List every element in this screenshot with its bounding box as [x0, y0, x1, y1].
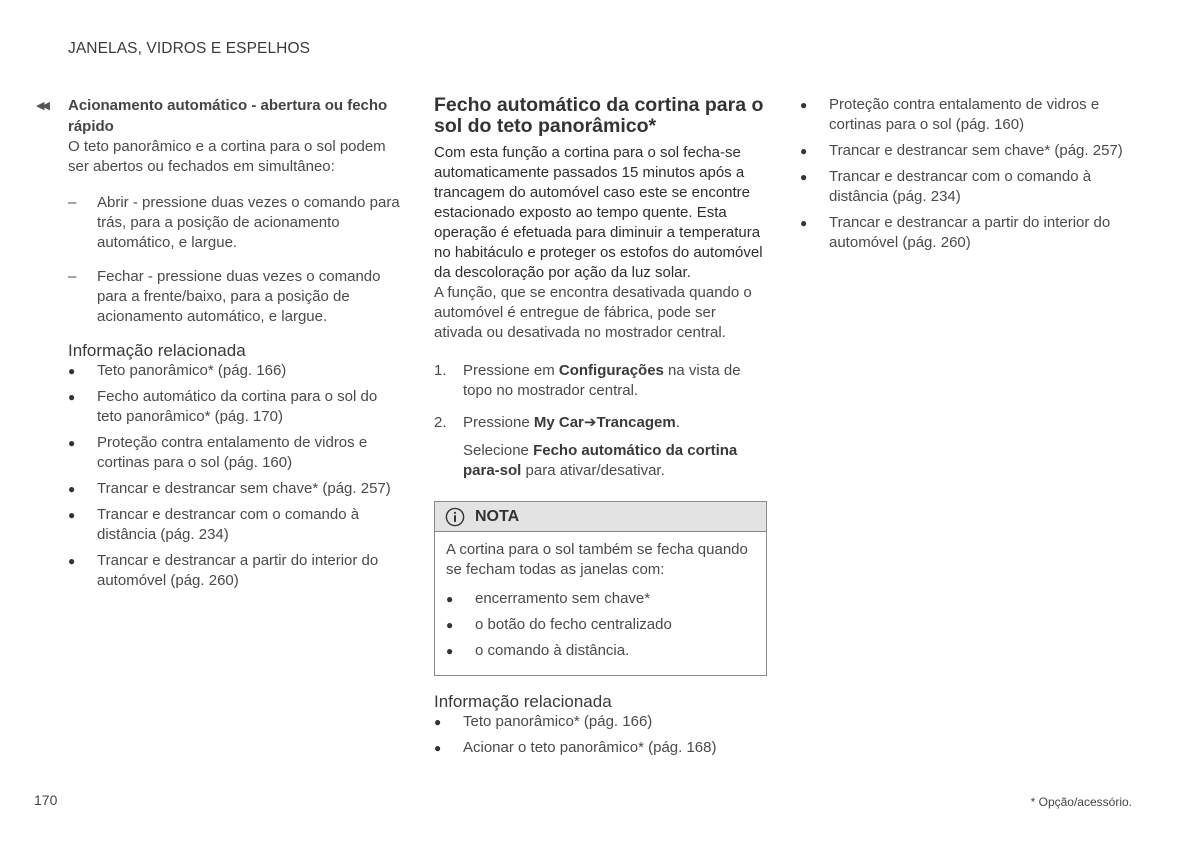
related-link-text: Trancar e destrancar sem chave* (pág. 257): [97, 480, 391, 497]
note-item-text: o comando à distância.: [475, 642, 630, 659]
related-link-text: Trancar e destrancar a partir do interior do automóvel (pág. 260): [829, 214, 1111, 251]
dash-item-text: Fechar - pressione duas vezes o comando para a frente/baixo, para a posição de acionamento automático, e largue.: [97, 268, 381, 325]
related-link[interactable]: [68, 387, 403, 427]
note-list-item: [446, 589, 755, 609]
step-text: na vista de topo no mostrador central.: [463, 362, 741, 399]
related-link[interactable]: [434, 712, 767, 732]
bullet-marker: ●: [446, 592, 454, 606]
page-header-title: JANELAS, VIDROS E ESPELHOS: [68, 40, 311, 57]
dash-marker: –: [68, 194, 77, 211]
note-title: NOTA: [475, 507, 520, 525]
related-link[interactable]: [68, 433, 403, 473]
step-text: .: [675, 414, 680, 431]
related-link[interactable]: [800, 213, 1135, 253]
column-right: [800, 95, 1135, 259]
bullet-marker: ●: [446, 618, 454, 632]
related-link[interactable]: [68, 505, 403, 545]
related-link[interactable]: [800, 167, 1135, 207]
bullet-marker: ●: [800, 216, 808, 230]
bullet-marker: ●: [68, 390, 76, 404]
related-link[interactable]: [434, 738, 767, 758]
menu-my-car: My Car: [533, 414, 584, 431]
related-link[interactable]: [800, 141, 1135, 161]
bullet-marker: ●: [800, 98, 808, 112]
bullet-marker: ●: [446, 644, 454, 658]
section-subheading: Acionamento automático - abertura ou fecho rápido: [68, 97, 388, 135]
bullet-marker: ●: [68, 364, 76, 378]
column-middle: [434, 95, 767, 764]
step-sub-paragraph: [463, 441, 767, 481]
note-body: [435, 532, 766, 675]
related-link-text: Proteção contra entalamento de vidros e cortinas para o sol (pág. 160): [829, 96, 1100, 133]
note-text: A cortina para o sol também se fecha quando se fecham todas as janelas com:: [446, 541, 748, 578]
related-list-continued: [800, 95, 1135, 253]
note-box: [434, 501, 767, 676]
note-item-text: o botão do fecho centralizado: [475, 616, 672, 633]
bullet-marker: ●: [68, 508, 76, 522]
step-item: [434, 361, 767, 401]
step-text: Pressione em: [463, 362, 559, 379]
steps-list: [434, 361, 767, 481]
related-link-text: Fecho automático da cortina para o sol do teto panorâmico* (pág. 170): [97, 388, 378, 425]
related-list: [68, 361, 403, 591]
related-link-text: Trancar e destrancar sem chave* (pág. 257): [829, 142, 1123, 159]
related-link[interactable]: [800, 95, 1135, 135]
bullet-marker: ●: [68, 554, 76, 568]
bullet-marker: ●: [434, 741, 442, 755]
step-text: para ativar/desativar.: [521, 462, 665, 479]
related-link[interactable]: [68, 479, 403, 499]
related-link[interactable]: [68, 551, 403, 591]
step-text: Selecione: [463, 442, 534, 459]
step-text: Pressione: [463, 414, 534, 431]
dash-list-item: [68, 267, 403, 327]
related-link-text: Trancar e destrancar com o comando à distância (pág. 234): [829, 168, 1092, 205]
step-number: 2.: [434, 414, 447, 431]
column-left: [68, 95, 403, 597]
note-list-item: [446, 641, 755, 661]
related-link-text: Proteção contra entalamento de vidros e cortinas para o sol (pág. 160): [97, 434, 368, 471]
related-link[interactable]: [68, 361, 403, 381]
related-link-text: Acionar o teto panorâmico* (pág. 168): [463, 739, 717, 756]
related-info-heading: Informação relacionada: [434, 692, 612, 711]
arrow-right-icon: ➔: [583, 414, 597, 431]
footnote-option-accessory: * Opção/acessório.: [1030, 795, 1132, 809]
related-link-text: Teto panorâmico* (pág. 166): [97, 362, 287, 379]
note-item-text: encerramento sem chave*: [475, 590, 651, 607]
dash-marker: –: [68, 268, 77, 285]
dash-item-text: Abrir - pressione duas vezes o comando para trás, para a posição de acionamento automático, e largue.: [97, 194, 400, 251]
related-link-text: Trancar e destrancar a partir do interior do automóvel (pág. 260): [97, 552, 379, 589]
bullet-marker: ●: [68, 436, 76, 450]
intro-paragraph: O teto panorâmico e a cortina para o sol podem ser abertos ou fechados em simultâneo:: [68, 138, 386, 175]
related-info-heading: Informação relacionada: [68, 341, 246, 360]
note-list-item: [446, 615, 755, 635]
menu-fecho-automatico: Fecho automático da cortina para-sol: [463, 442, 738, 479]
related-link-text: Teto panorâmico* (pág. 166): [463, 713, 653, 730]
bullet-marker: ●: [434, 715, 442, 729]
bullet-marker: ●: [800, 144, 808, 158]
lead-paragraph: Com esta função a cortina para o sol fecha-se automaticamente passados 15 minutos após a trancagem do automóvel caso este se encontre estacionado exposto ao tempo quente. Esta operação é efetuada para diminuir a temperatura no habitáculo e proteger os estofos do automóvel da descoloração por ação da luz solar.: [434, 144, 763, 281]
bullet-marker: ●: [68, 482, 76, 496]
continuation-arrows-icon: ◀◀: [36, 100, 47, 112]
page-number: 170: [34, 792, 58, 808]
note-header: [435, 502, 766, 532]
dash-list-item: [68, 193, 403, 253]
step-item: [434, 413, 767, 481]
section-title: Fecho automático da cortina para o sol do teto panorâmico*: [434, 94, 764, 137]
step-number: 1.: [434, 362, 447, 379]
note-list: [446, 589, 755, 661]
related-link-text: Trancar e destrancar com o comando à distância (pág. 234): [97, 506, 360, 543]
bullet-marker: ●: [800, 170, 808, 184]
body-paragraph: A função, que se encontra desativada quando o automóvel é entregue de fábrica, pode ser ativada ou desativada no mostrador central.: [434, 284, 752, 341]
related-list: [434, 712, 767, 758]
menu-trancagem: Trancagem: [596, 414, 676, 431]
dash-list: [68, 193, 403, 327]
menu-configuracoes: Configurações: [558, 362, 664, 379]
info-icon: [445, 507, 465, 527]
